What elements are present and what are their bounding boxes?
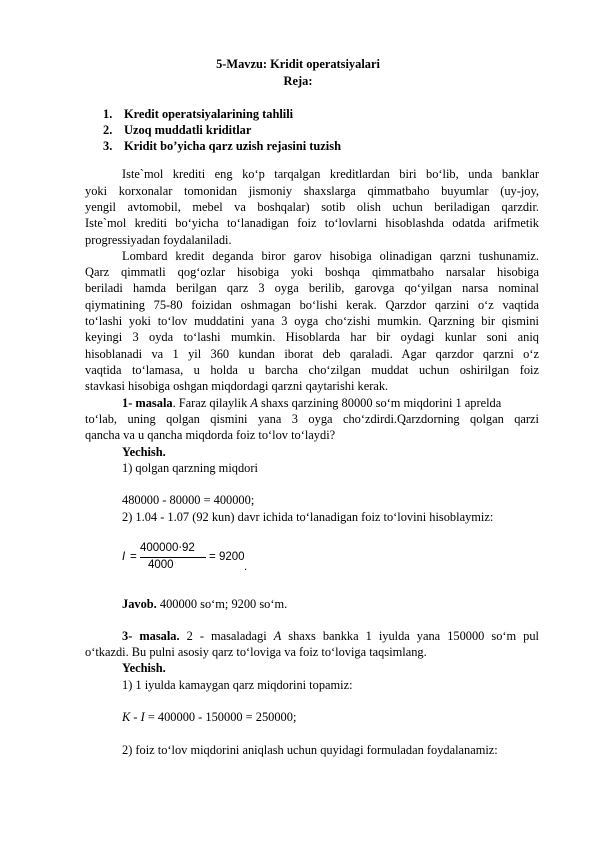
document-title: 5-Mavzu: Kridit operatsiyalari: [216, 57, 380, 71]
plan-item-number: 2.: [103, 123, 113, 137]
plan-item: Kredit operatsiyalarining tahlili: [124, 107, 294, 121]
problem-1-line1: [122, 396, 501, 410]
text-line: qancha va u qancha miqdorda foiz to‘lov to‘laydi?: [85, 428, 336, 442]
answer-label: Javob.: [122, 597, 157, 611]
calculation: 480000 - 80000 = 400000;: [122, 493, 255, 507]
text-line: yengil avtomobil, mebel va boshqalar) sotib olish uchun beriladigan qarzdir.: [85, 200, 539, 214]
text-line: hisoblanadi va 1 yil 360 kundan iborat deb qaraladi. Agar qarzdor qarzni o‘z: [85, 347, 539, 361]
solution-label: Yechish.: [122, 445, 166, 459]
plan-item-number: 3.: [103, 139, 113, 153]
text-line: progressiyadan foydalaniladi.: [85, 233, 232, 247]
answer: [122, 597, 287, 611]
document-subtitle: Reja:: [283, 74, 313, 88]
text-span: -: [130, 710, 141, 724]
text-span: . Faraz qilaylik: [172, 396, 251, 410]
variable: A: [250, 396, 258, 410]
text-line: stavkasi hisobiga oshgan miqdordagi qarzni qaytarishi kerak.: [85, 379, 389, 393]
solution-step: 1) qolgan qarzning miqdori: [122, 461, 258, 475]
text-line: to‘lab, uning qolgan qismini yana 3 oyga cho‘zdirdi.Qarzdorning qolgan qarzi: [85, 412, 539, 426]
text-line: to‘lashi yoki to‘lov muddatini yana 3 oyga cho‘zishi mumkin. Qarzning bir qismini: [85, 314, 539, 328]
variable: I: [140, 710, 145, 724]
formula-equals: =: [209, 551, 216, 563]
text-line: o‘tkazdi. Bu pulni asosiy qarz to‘loviga va foiz to‘loviga taqsimlang.: [85, 645, 427, 659]
text-span: shaxs qarzining 80000 so‘m miqdorini 1 aprelda: [257, 396, 502, 410]
text-line: beriladi hamda berilgan qarz 3 oyga berilib, garovga qo‘yilgan narsa nominal: [85, 281, 539, 295]
plan-item: Uzoq muddatli kriditlar: [124, 123, 252, 137]
formula-result: 9200: [219, 551, 245, 563]
formula-numerator: 400000⋅92: [140, 542, 195, 554]
solution-step: 2) 1.04 - 1.07 (92 kun) davr ichida to‘lanadigan foiz to‘lovini hisoblaymiz:: [122, 510, 494, 524]
formula-equals: =: [130, 551, 137, 563]
solution-step: 1) 1 iyulda kamaygan qarz miqdorini topamiz:: [122, 678, 353, 692]
text-line: Lombard kredit deganda biror garov hisobiga olinadigan qarzni tushunamiz.: [122, 249, 539, 263]
problem-label: 3- masala.: [122, 629, 180, 643]
text-line: qiymatining 75-80 foizidan oshmagan bo‘lishi kerak. Qarzdor qarzini o‘z vaqtida: [85, 298, 539, 312]
calculation: [122, 710, 296, 724]
text-span: shaxs bankka 1 iyulda yana 150000 so‘m pul: [281, 629, 539, 643]
text-line: keyingi 3 oyda to‘lashi mumkin. Hisoblarda har bir oydagi kunlar soni aniq: [85, 330, 539, 344]
text-line: yoki korxonalar tomonidan jismoniy shaxslarga qimmatbaho buyumlar (uy-joy,: [85, 184, 539, 198]
plan-item-number: 1.: [103, 107, 113, 121]
answer-text: 400000 so‘m; 9200 so‘m.: [156, 597, 288, 611]
solution-label: Yechish.: [122, 661, 166, 675]
text-line: vaqtida to‘lamasa, u holda u barcha cho‘zilgan muddat uchun oshirilgan foiz: [85, 363, 539, 377]
variable: K: [122, 710, 131, 724]
plan-item: Kridit bo’yicha qarz uzish rejasini tuzish: [124, 139, 341, 153]
problem-3-line1: [122, 629, 539, 643]
formula-dot: .: [244, 561, 248, 573]
text-span: 2 - masaladagi: [179, 629, 274, 643]
text-line: Qarz qimmatli qog‘ozlar hisobiga yoki boshqa qimmatbaho narsalar hisobiga: [85, 265, 539, 279]
problem-label: 1- masala: [122, 396, 173, 410]
formula-denominator: 4000: [148, 559, 174, 571]
solution-step: 2) foiz to‘lov miqdorini aniqlash uchun quyidagi formuladan foydalanamiz:: [122, 743, 498, 757]
text-line: Iste`mol krediti eng ko‘p tarqalgan kreditlardan biri bo‘lib, unda banklar: [122, 167, 539, 181]
fraction-bar: [140, 557, 206, 558]
variable: A: [273, 629, 282, 643]
formula-lhs: I: [122, 551, 126, 563]
text-line: Iste`mol krediti bo‘yicha to‘lanadigan foiz to‘lovlarni hisoblashda odatda arifmetik: [85, 216, 539, 230]
text-span: = 400000 - 150000 = 250000;: [144, 710, 297, 724]
